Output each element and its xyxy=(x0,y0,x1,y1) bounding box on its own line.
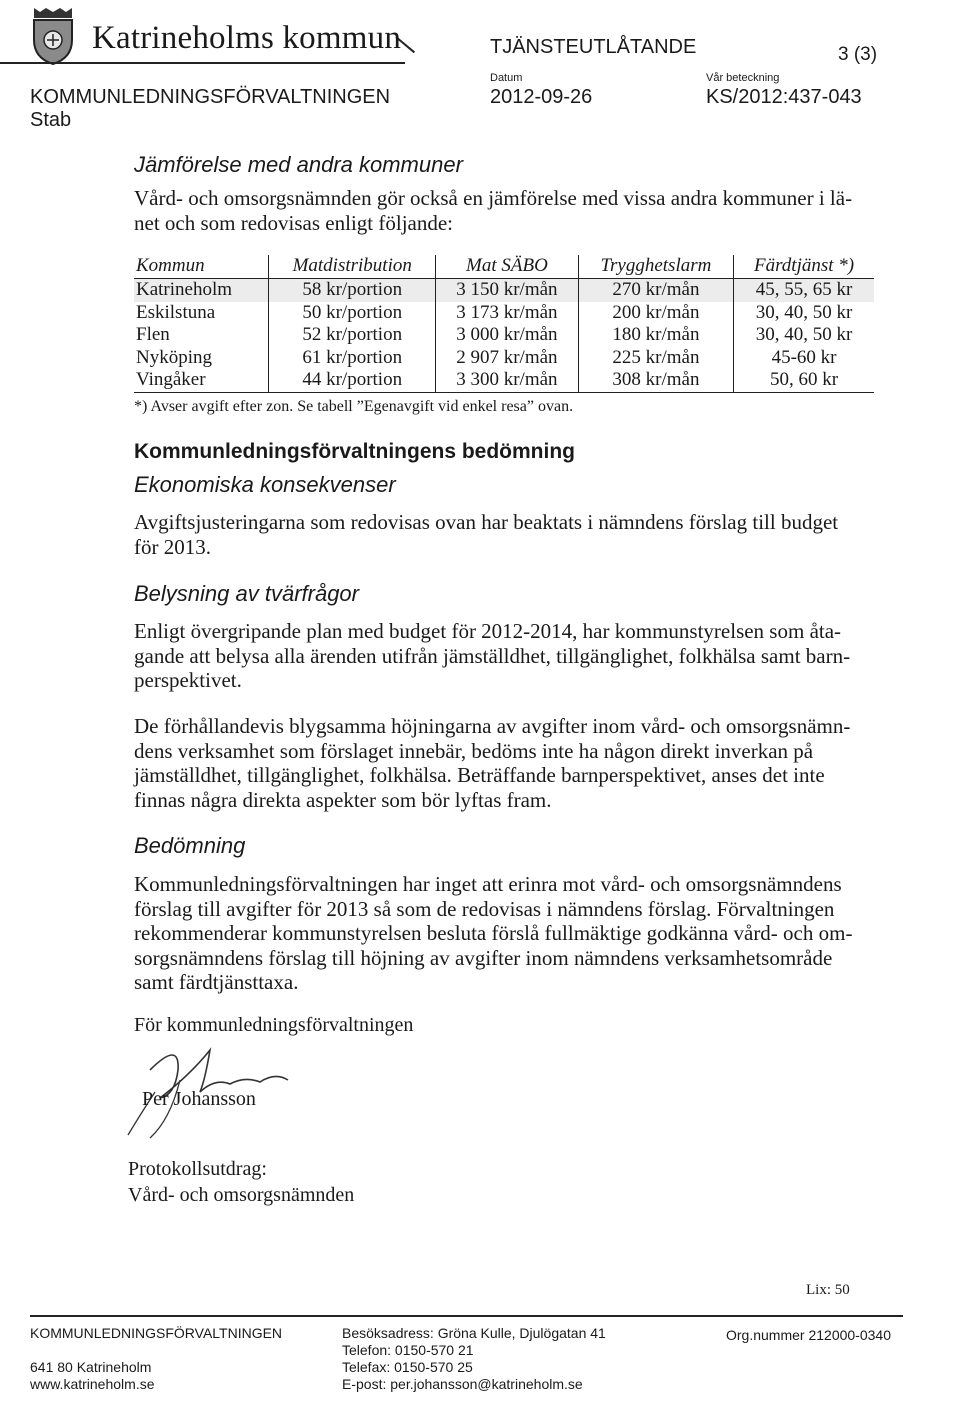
footer-org-number: Org.nummer 212000-0340 xyxy=(726,1327,891,1343)
table-row xyxy=(134,324,874,347)
column-header: Kommun xyxy=(134,255,269,279)
protocol-label: Protokollsutdrag: xyxy=(128,1158,267,1180)
table-row xyxy=(134,302,874,325)
paragraph-line: finnas några direkta aspekter som bör lyftas fram. xyxy=(134,787,552,812)
organization-name: KOMMUNLEDNINGSFÖRVALTNINGEN xyxy=(30,86,391,108)
page-number: 3 (3) xyxy=(838,44,878,65)
paragraph-line: förslag till avgifter för 2013 så som de redovisas i nämndens förslag. Förvaltningen xyxy=(134,896,835,921)
cross-issues-heading: Belysning av tvärfrågor xyxy=(134,581,359,606)
comparison-table xyxy=(134,255,874,393)
paragraph-line: Avgiftsjusteringarna som redovisas ovan har beaktats i nämndens förslag till budget xyxy=(134,510,839,534)
table-cell: 52 kr/portion xyxy=(269,324,436,347)
table-cell: Flen xyxy=(136,324,170,346)
paragraph-line: samt färdtjänsttaxa. xyxy=(134,970,299,994)
date-value: 2012-09-26 xyxy=(490,86,593,108)
paragraph-line: rekommenderar kommunstyrelsen besluta förslå fullmäktige godkänna vård- och om- xyxy=(134,921,853,945)
footer-phone: Telefon: 0150-570 21 xyxy=(342,1342,474,1358)
table-cell: 45-60 kr xyxy=(734,347,874,370)
comparison-intro xyxy=(134,186,894,235)
intro-line: Vård- och omsorgsnämnden gör också en jämförelse med vissa andra kommuner i lä- xyxy=(134,186,853,210)
footer-fax: Telefax: 0150-570 25 xyxy=(342,1359,473,1375)
footer-website: www.katrineholm.se xyxy=(30,1376,155,1392)
signoff-name: Per Johansson xyxy=(142,1088,256,1110)
judgement-text xyxy=(134,872,864,995)
table-cell: 2 907 kr/mån xyxy=(436,347,579,370)
judgement-heading xyxy=(134,833,245,859)
table-cell: 3 173 kr/mån xyxy=(436,302,579,325)
economic-consequences-heading: Ekonomiska konsekvenser xyxy=(134,472,396,497)
table-cell: 3 300 kr/mån xyxy=(436,369,579,392)
table-row xyxy=(134,369,874,392)
cross-issues-paragraph-1 xyxy=(134,619,864,693)
footer-visit-address: Besöksadress: Gröna Kulle, Djulögatan 41 xyxy=(342,1325,606,1341)
paragraph-line: Enligt övergripande plan med budget för 2012-2014, har kommunstyrelsen som åta- xyxy=(134,619,842,643)
table-cell: Vingåker xyxy=(134,369,269,392)
protocol-recipient: Vård- och omsorgsnämnden xyxy=(128,1184,355,1206)
footer-org: KOMMUNLEDNINGSFÖRVALTNINGEN xyxy=(30,1325,283,1341)
footer-postal: 641 80 Katrineholm xyxy=(30,1359,152,1375)
paragraph-line: Kommunledningsförvaltningen har inget att erinra mot vård- och omsorgsnämndens xyxy=(134,872,842,896)
column-header: Trygghetslarm xyxy=(578,255,733,279)
table-cell: Nyköping xyxy=(136,346,212,368)
paragraph-line: dens verksamhet som förslaget innebär, bedöms inte ha någon direkt inverkan på xyxy=(134,738,814,763)
table-cell: Katrineholm xyxy=(134,279,269,302)
column-header: Mat SÄBO xyxy=(436,255,579,279)
judgement-heading-text: Bedömning xyxy=(134,833,246,858)
table-cell: 180 kr/mån xyxy=(578,324,733,347)
table-footnote: *) Avser avgift efter zon. Se tabell ”Egenavgift vid enkel resa” ovan. xyxy=(134,398,574,415)
paragraph-line: De förhållandevis blygsamma höjningarna av avgifter inom vård- och omsorgsnämn- xyxy=(134,714,851,738)
signoff-for-line: För kommunledningsförvaltningen xyxy=(134,1014,414,1036)
date-label: Datum xyxy=(490,72,523,84)
table-cell: 270 kr/mån xyxy=(578,279,733,302)
lix-value: Lix: 50 xyxy=(806,1282,850,1298)
table-cell: Eskilstuna xyxy=(136,301,216,323)
paragraph-line: gande att belysa alla ärenden utifrån jämställdhet, tillgänglighet, folkhälsa samt barn- xyxy=(134,643,851,668)
table-cell: 308 kr/mån xyxy=(578,369,733,392)
municipality-name: Katrineholms kommun xyxy=(92,20,402,56)
table-cell: 30, 40, 50 kr xyxy=(734,302,874,325)
footer-rule xyxy=(30,1315,903,1317)
table-cell: 61 kr/portion xyxy=(269,347,436,370)
table-cell: 44 kr/portion xyxy=(269,369,436,392)
coat-of-arms-icon xyxy=(30,6,76,66)
table-header-row xyxy=(134,255,874,279)
intro-line: net och som redovisas enligt följande: xyxy=(134,210,454,235)
table-cell: 3 150 kr/mån xyxy=(436,279,579,302)
paragraph-line: för 2013. xyxy=(134,534,211,559)
table-cell: 50, 60 kr xyxy=(734,369,874,392)
table-cell: 58 kr/portion xyxy=(269,279,436,302)
table-cell: 45, 55, 65 kr xyxy=(734,279,874,302)
column-header: Matdistribution xyxy=(269,255,436,279)
department-name: Stab xyxy=(30,109,72,131)
economic-consequences-text xyxy=(134,510,864,559)
reference-label: Vår beteckning xyxy=(706,72,780,84)
column-header: Färdtjänst *) xyxy=(734,255,874,279)
table-cell: 200 kr/mån xyxy=(578,302,733,325)
handwritten-signature xyxy=(120,1020,320,1140)
paragraph-line: jämställdhet, tillgänglighet, folkhälsa. Beträffande barnperspektivet, anses det inte xyxy=(134,763,825,787)
header-rule xyxy=(0,62,405,64)
assessment-heading: Kommunledningsförvaltningens bedömning xyxy=(134,440,575,463)
table-body xyxy=(134,279,874,393)
paragraph-line: sorgsnämndens förslag till höjning av avgifter inom nämndens verksamhetsområde xyxy=(134,945,833,970)
table-row xyxy=(134,279,874,302)
footer-email: E-post: per.johansson@katrineholm.se xyxy=(342,1376,583,1392)
document-type: TJÄNSTEUTLÅTANDE xyxy=(490,36,697,58)
table-cell: 3 000 kr/mån xyxy=(436,324,579,347)
table-row xyxy=(134,347,874,370)
table-cell: 30, 40, 50 kr xyxy=(734,324,874,347)
cross-issues-paragraph-2 xyxy=(134,714,864,812)
paragraph-line: perspektivet. xyxy=(134,668,242,692)
table-cell: 225 kr/mån xyxy=(578,347,733,370)
reference-value: KS/2012:437-043 xyxy=(706,86,862,108)
table-cell: 50 kr/portion xyxy=(269,302,436,325)
comparison-heading: Jämförelse med andra kommuner xyxy=(134,152,463,177)
